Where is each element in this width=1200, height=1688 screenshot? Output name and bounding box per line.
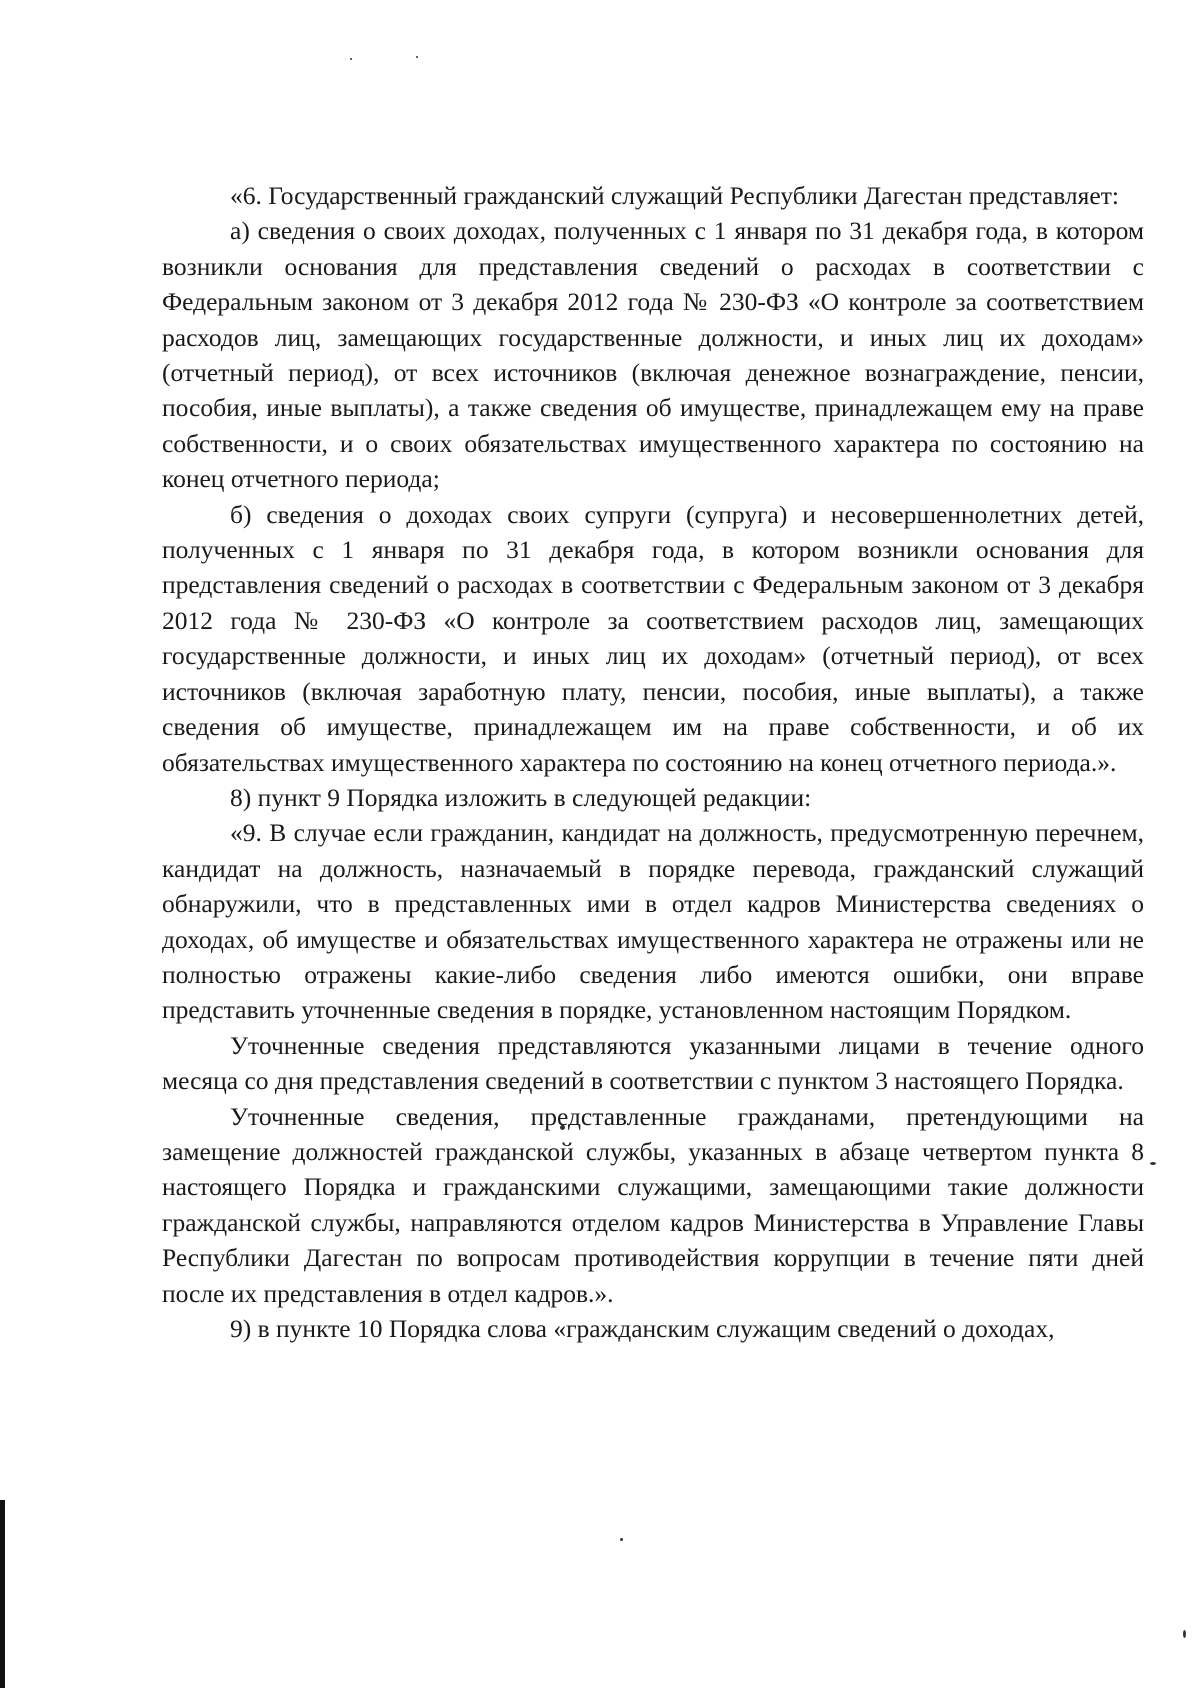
paragraph-9: «9. В случае если гражданин, кандидат на должность, предусмотренную перечнем, кандидат на должность, назначаемый в порядке перевода, гражданский служащий обнаружили, что в представленных ими в отдел кадров Министерства сведениях о доходах, об имуществе и обязательствах имущественного характера не отражены или не полностью отражены какие-либо сведения либо имеются ошибки, они вправе представить уточненные сведения в порядке, установленном настоящим Порядком. bbox=[162, 818, 1144, 1025]
scan-speck bbox=[1183, 1630, 1186, 1638]
paragraph-amendment-8: 8) пункт 9 Порядка изложить в следующей редакции: bbox=[230, 782, 812, 812]
document-body bbox=[162, 178, 1144, 1346]
scan-speck bbox=[1150, 1162, 1156, 1165]
paragraph-6b: б) сведения о доходах своих супруги (супруга) и несовершеннолетних детей, полученных с 1 января по 31 декабря года, в котором возникли основания для представления сведений о расходах в соответствии с Федеральным законом от 3 декабря 2012 года № 230-ФЗ «О контроле за соответствием расходов лиц, замещающих государственные должности, и иных лиц их доходам» (отчетный период), от всех источников (включая заработную плату, пенсии, пособия, иные выплаты), а также сведения об имуществе, принадлежащем им на праве собственности, и об их обязательствах имущественного характера по состоянию на конец отчетного периода.». bbox=[162, 499, 1144, 777]
scan-speck bbox=[620, 1538, 623, 1541]
paragraph-9-forwarding: Уточненные сведения, представленные гражданами, претендующими на замещение должностей гражданской службы, указанных в абзаце четвертом пункта 8 настоящего Порядка и гражданскими служащими, замещающими такие должности гражданской службы, направляются отделом кадров Министерства в Управление Главы Республики Дагестан по вопросам противодействия коррупции в течение пяти дней после их представления в отдел кадров.». bbox=[162, 1101, 1144, 1308]
paragraph-6a: а) сведения о своих доходах, полученных с 1 января по 31 декабря года, в котором возникли основания для представления сведений о расходах в соответствии с Федеральным законом от 3 декабря 2012 года № 230-ФЗ «О контроле за соответствием расходов лиц, замещающих государственные должности, и иных лиц их доходам» (отчетный период), от всех источников (включая денежное вознаграждение, пенсии, пособия, иные выплаты), а также сведения об имуществе, принадлежащем ему на праве собственности, и о своих обязательствах имущественного характера по состоянию на конец отчетного периода; bbox=[162, 216, 1144, 494]
paragraph-amendment-9: 9) в пункте 10 Порядка слова «гражданским служащим сведений о доходах, bbox=[230, 1314, 1055, 1343]
scan-edge-mark bbox=[0, 1500, 5, 1688]
scan-speck bbox=[350, 58, 352, 60]
scan-speck bbox=[416, 56, 418, 58]
paragraph-6-intro: «6. Государственный гражданский служащий Республики Дагестан представляет: bbox=[230, 181, 1119, 210]
paragraph-9-clarified: Уточненные сведения представляются указанными лицами в течение одного месяца со дня представления сведений в соответствии с пунктом 3 настоящего Порядка. bbox=[162, 1030, 1144, 1096]
